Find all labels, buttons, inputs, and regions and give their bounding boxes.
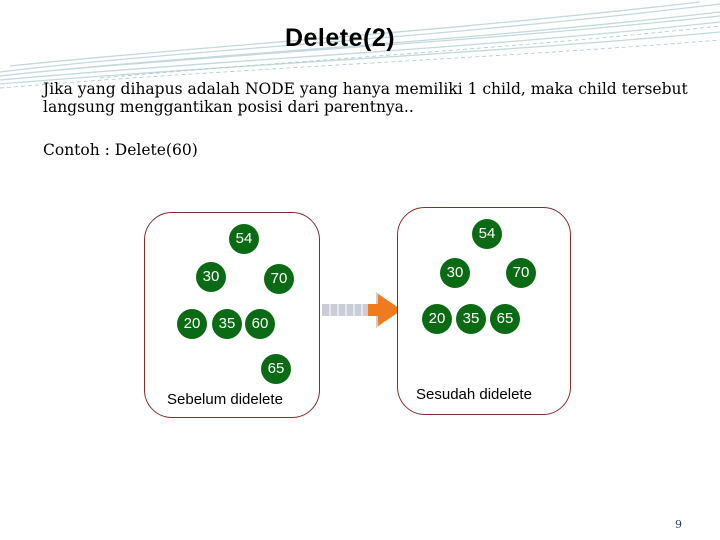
before-node-60: 60: [245, 309, 275, 339]
body-text: Jika yang dihapus adalah NODE yang hanya memiliki 1 child, maka child tersebut langsung menggantikan posisi dari parentnya..: [43, 80, 688, 116]
before-node-54: 54: [229, 224, 259, 254]
after-node-65: 65: [490, 304, 520, 334]
after-node-70: 70: [506, 258, 536, 288]
after-tree-panel: [397, 207, 571, 415]
after-node-35: 35: [456, 304, 486, 334]
before-node-35: 35: [212, 309, 242, 339]
before-node-70: 70: [264, 264, 294, 294]
before-node-65: 65: [261, 354, 291, 384]
slide-title: Delete(2): [284, 24, 396, 52]
before-caption: Sebelum didelete: [167, 391, 283, 408]
right-arrow-icon: [320, 290, 404, 330]
before-node-30: 30: [196, 262, 226, 292]
before-node-20: 20: [177, 309, 207, 339]
after-node-54: 54: [472, 219, 502, 249]
after-caption: Sesudah didelete: [416, 386, 532, 403]
after-node-30: 30: [440, 258, 470, 288]
example-text: Contoh : Delete(60): [43, 141, 198, 159]
page-number: 9: [675, 518, 682, 531]
before-tree-panel: [144, 212, 320, 418]
after-node-20: 20: [422, 304, 452, 334]
